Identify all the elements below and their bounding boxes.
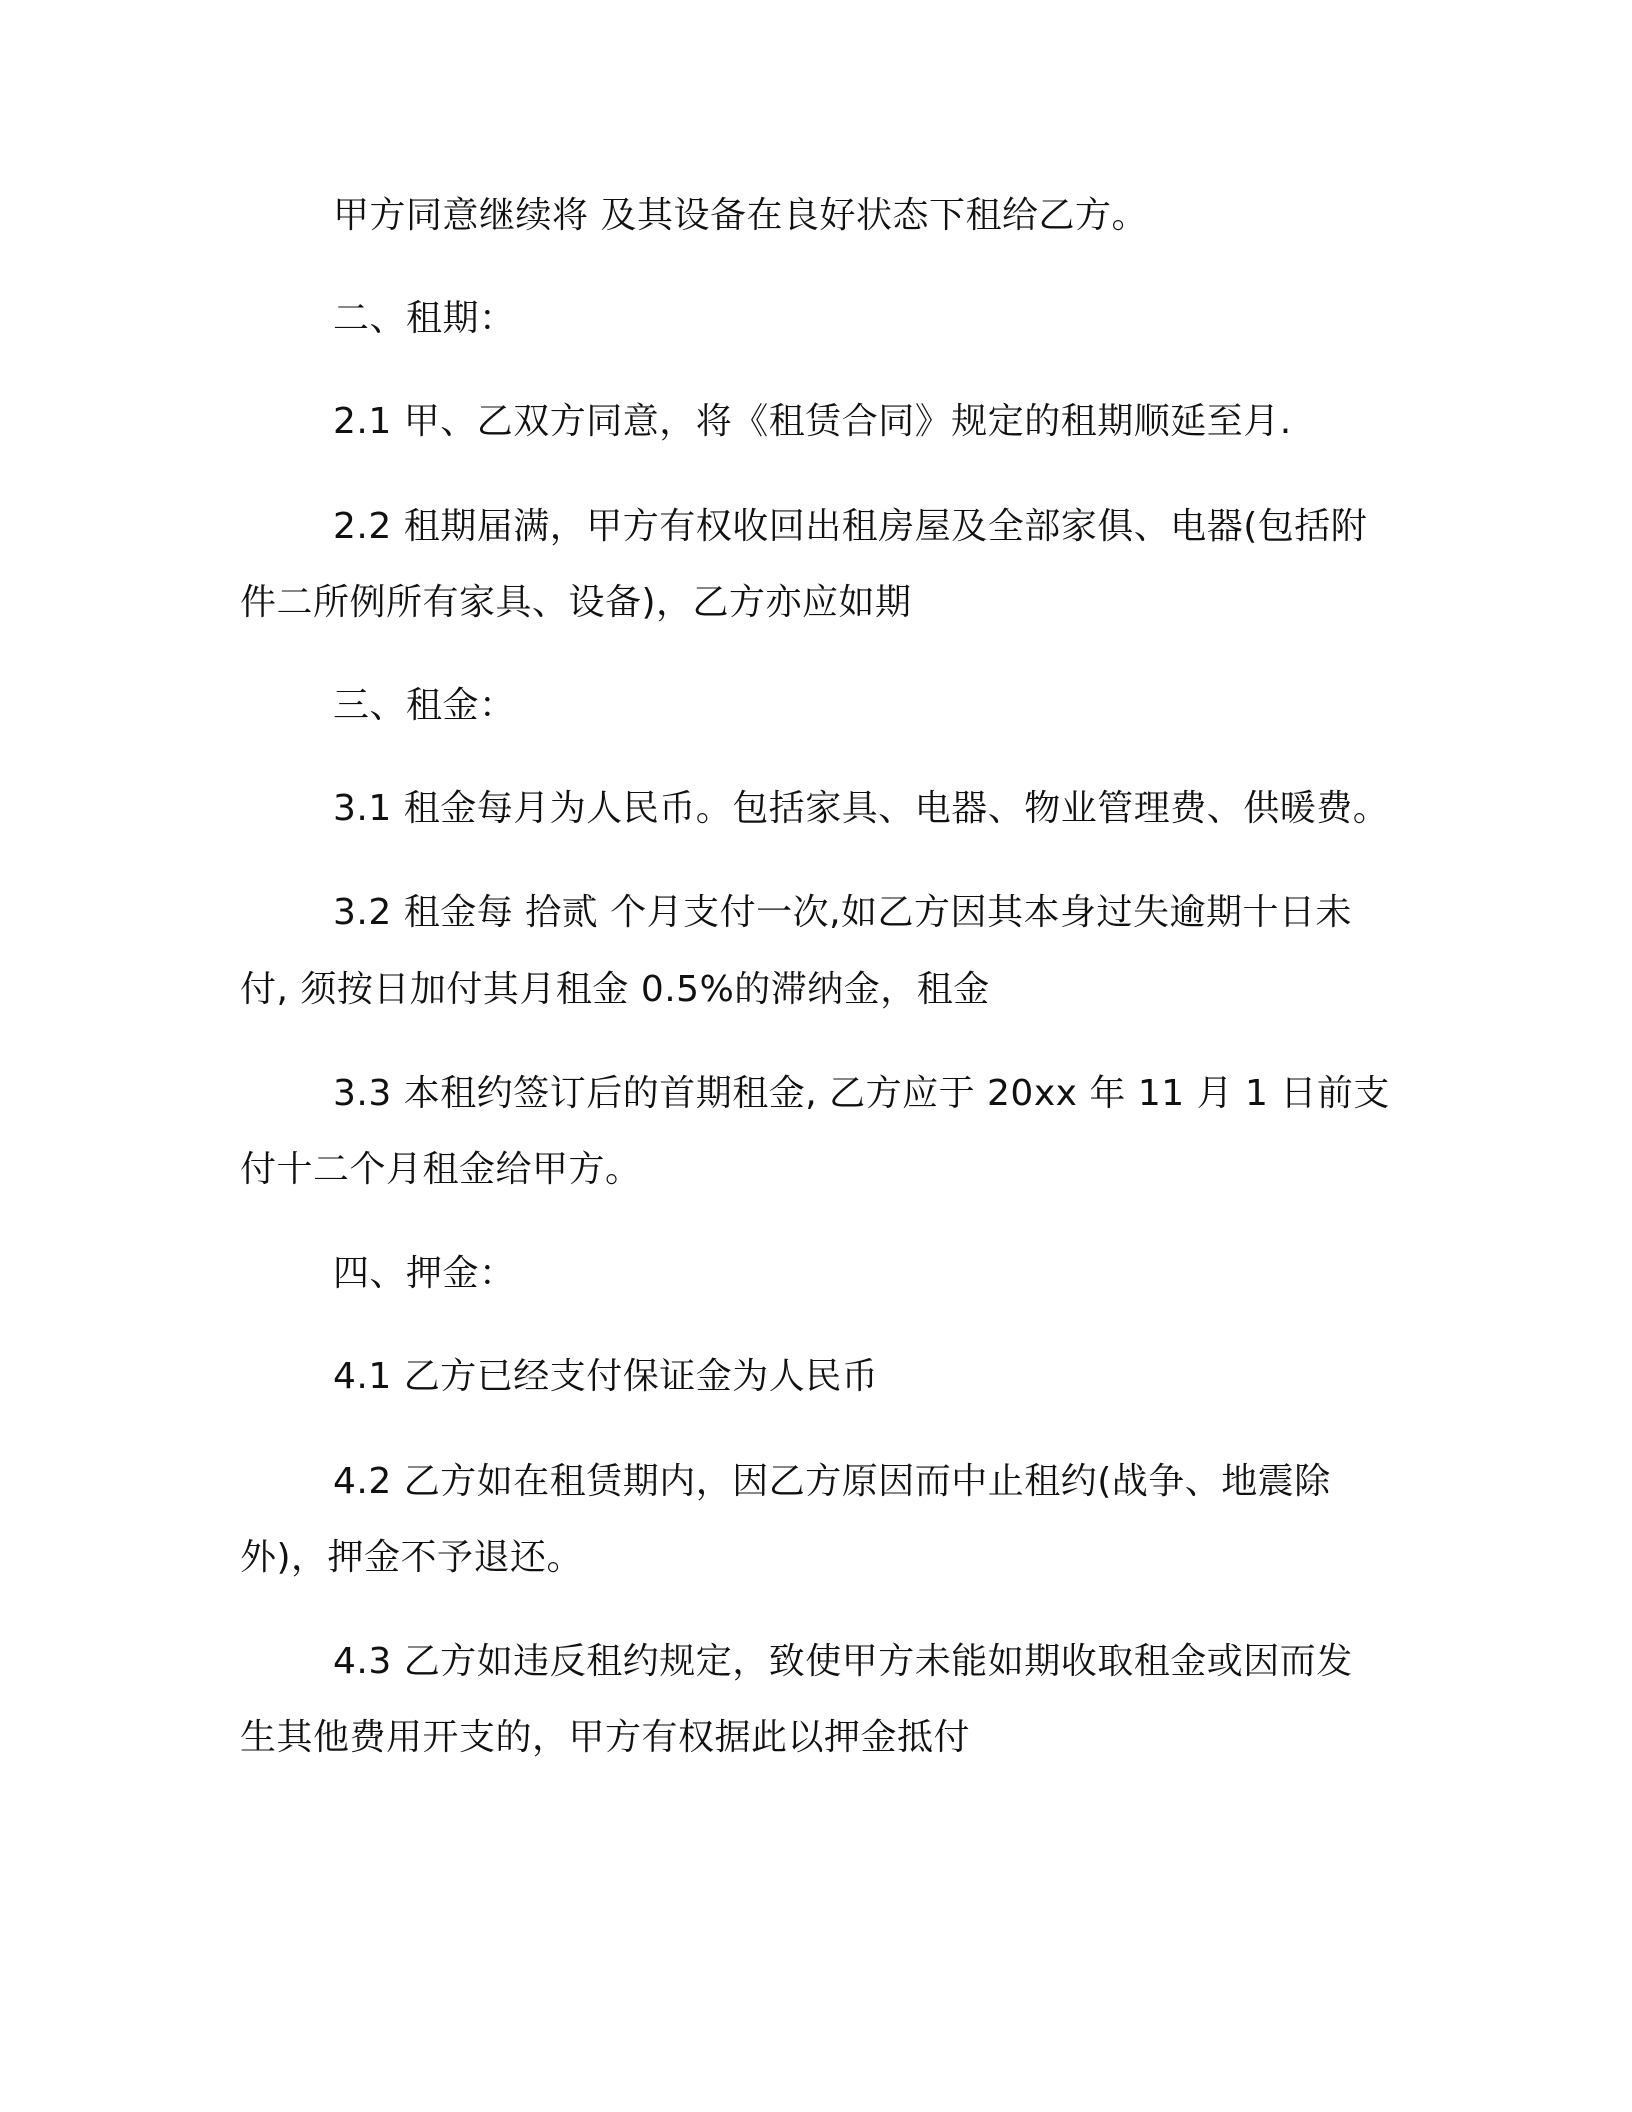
section-heading-lease-term: 二、租期： [333, 298, 516, 339]
clause-4-2-continued: 外)，押金不予退还。 [240, 1537, 584, 1578]
clause-2-1: 2.1 甲、乙双方同意，将《租赁合同》规定的租期顺延至月. [333, 401, 1292, 442]
paragraph-line: 甲方同意继续将 及其设备在良好状态下租给乙方。 [333, 195, 1148, 236]
clause-4-3: 4.3 乙方如违反租约规定，致使甲方未能如期收取租金或因而发 [333, 1641, 1353, 1682]
clause-3-2-continued: 付, 须按日加付其月租金 0.5%的滞纳金，租金 [240, 969, 990, 1010]
section-heading-rent: 三、租金： [333, 685, 516, 726]
clause-3-1: 3.1 租金每月为人民币。包括家具、电器、物业管理费、供暖费。 [333, 788, 1390, 829]
clause-4-1: 4.1 乙方已经支付保证金为人民币 [333, 1356, 879, 1397]
clause-2-2-continued: 件二所例所有家具、设备)，乙方亦应如期 [240, 582, 912, 623]
clause-3-2: 3.2 租金每 拾贰 个月支付一次,如乙方因其本身过失逾期十日未 [333, 892, 1353, 933]
clause-3-3: 3.3 本租约签订后的首期租金, 乙方应于 20xx 年 11 月 1 日前支 [333, 1073, 1390, 1114]
section-heading-deposit: 四、押金： [333, 1253, 516, 1294]
clause-4-2: 4.2 乙方如在租赁期内，因乙方原因而中止租约(战争、地震除 [333, 1461, 1331, 1502]
clause-2-2: 2.2 租期届满，甲方有权收回出租房屋及全部家俱、电器(包括附 [333, 506, 1368, 547]
clause-3-3-continued: 付十二个月租金给甲方。 [240, 1149, 642, 1190]
clause-4-3-continued: 生其他费用开支的，甲方有权据此以押金抵付 [240, 1717, 971, 1758]
